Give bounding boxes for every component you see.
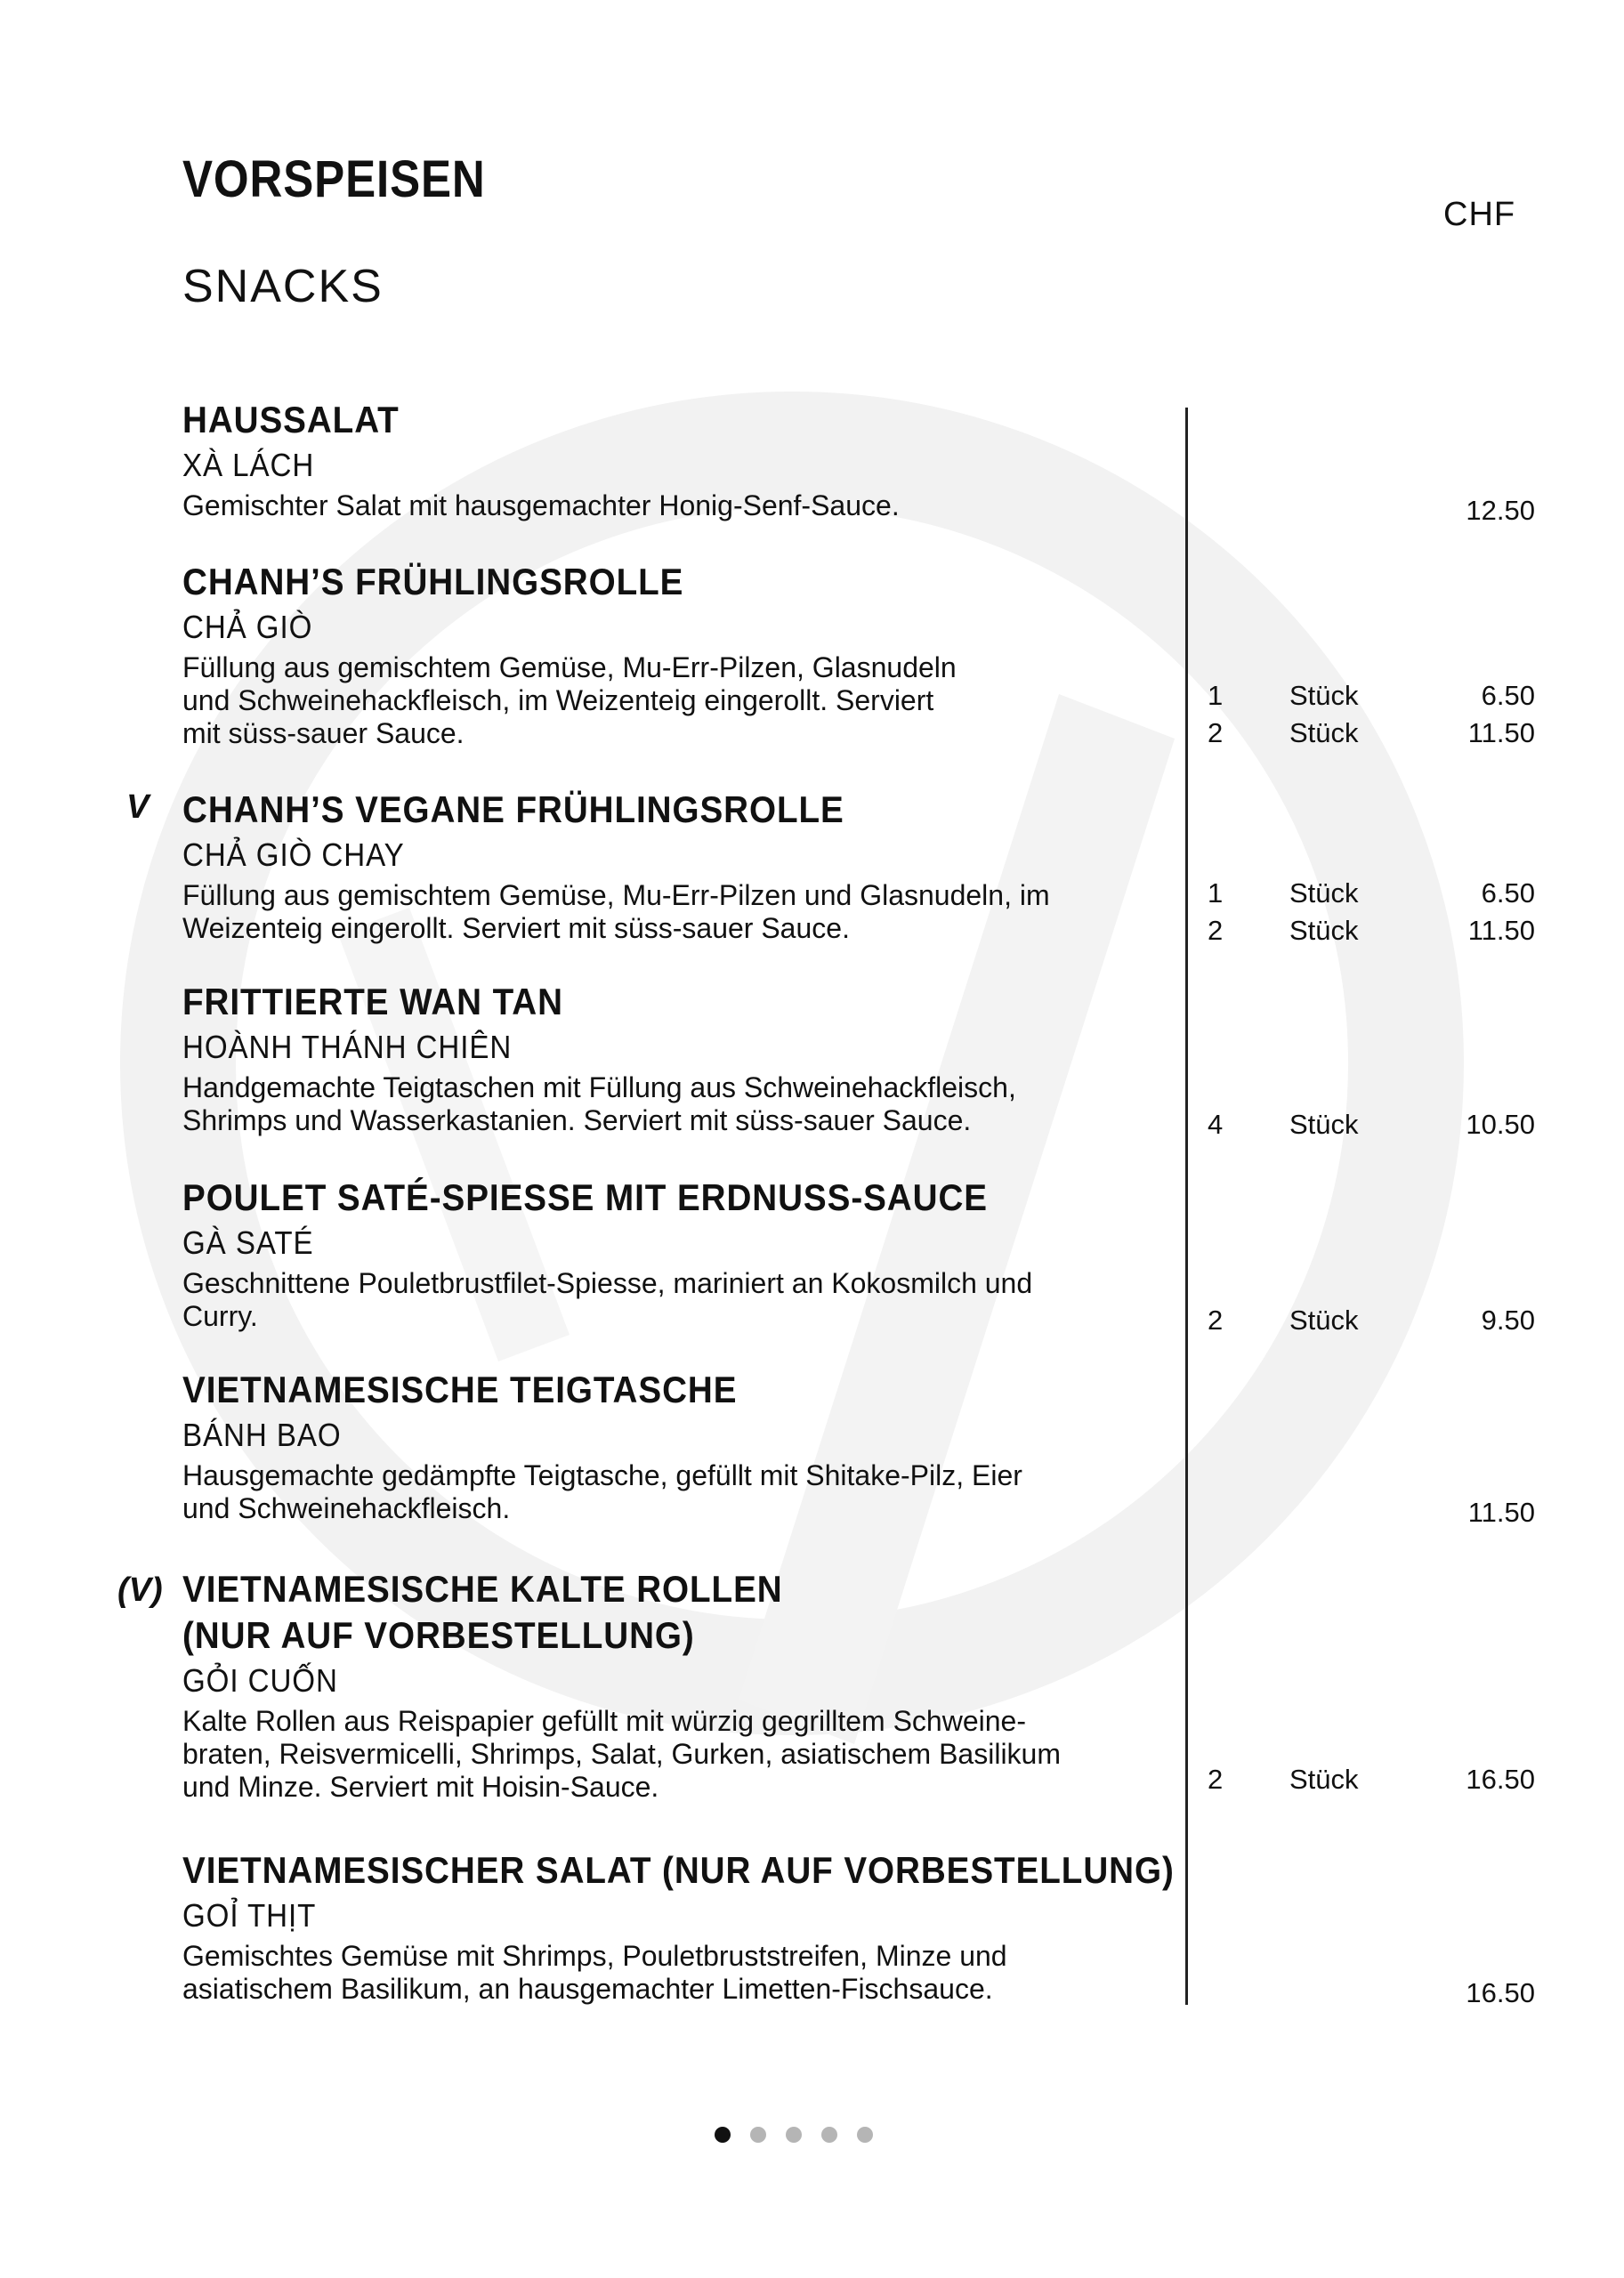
item-vietnamese-name: CHẢ GIÒ CHAY xyxy=(182,836,405,873)
page-title: VORSPEISEN xyxy=(182,150,486,208)
item-price: 16.50 xyxy=(1466,1764,1535,1795)
item-quantity: 2 xyxy=(1208,915,1224,946)
item-description: Gemischter Salat mit hausgemachter Honig-Senf-Sauce. xyxy=(182,489,900,521)
menu-item-teigtasche xyxy=(182,1367,1535,1528)
item-description: Gemischtes Gemüse mit Shrimps, Pouletbruststreifen, Minze und asiatischem Basilikum, an hausgemachter Limetten-Fischsauce. xyxy=(182,1940,1007,2005)
item-price: 11.50 xyxy=(1467,717,1535,748)
section-subtitle: SNACKS xyxy=(182,261,384,312)
item-unit: Stück xyxy=(1289,877,1359,909)
item-quantity: 1 xyxy=(1208,680,1224,711)
item-name: VIETNAMESISCHE KALTE ROLLEN (NUR AUF VORBESTELLUNG) xyxy=(182,1568,783,1656)
item-description: Kalte Rollen aus Reispapier gefüllt mit würzig gegrilltem Schweine- braten, Reisvermicelli, Shrimps, Salat, Gurken, asiatischem Basilikum und Minze. Serviert mit Hoisin-Sauce. xyxy=(182,1705,1061,1803)
vegan-option-marker: (V) xyxy=(117,1571,163,1609)
item-vietnamese-name: XÀ LÁCH xyxy=(182,447,315,483)
item-price: 6.50 xyxy=(1481,877,1535,909)
item-price: 11.50 xyxy=(1467,1497,1535,1528)
item-name: CHANH’S FRÜHLINGSROLLE xyxy=(182,561,684,602)
menu-item-vietnamesischer-salat xyxy=(182,1847,1535,2006)
menu-item-fruehlingsrolle xyxy=(182,559,1535,750)
menu-item-haussalat xyxy=(182,397,1535,526)
item-description: Hausgemachte gedämpfte Teigtasche, gefüllt mit Shitake-Pilz, Eier und Schweinehackfleisch. xyxy=(182,1459,1022,1524)
page-dot-2[interactable] xyxy=(750,2127,766,2143)
vegan-marker: V xyxy=(126,788,149,826)
item-unit: Stück xyxy=(1289,680,1359,711)
item-price: 12.50 xyxy=(1466,495,1535,526)
menu-item-poulet-sate xyxy=(182,1175,1535,1336)
menu-item-kalte-rollen xyxy=(182,1566,1535,1804)
page-dot-3[interactable] xyxy=(786,2127,802,2143)
page-dot-4[interactable] xyxy=(821,2127,837,2143)
item-description: Füllung aus gemischtem Gemüse, Mu-Err-Pilzen und Glasnudeln, im Weizenteig eingerollt. Serviert mit süss-sauer Sauce. xyxy=(182,879,1050,944)
page-dot-1[interactable] xyxy=(715,2127,731,2143)
item-unit: Stück xyxy=(1289,915,1359,946)
item-vietnamese-name: GỎI CUỐN xyxy=(182,1662,338,1699)
item-unit: Stück xyxy=(1289,1109,1359,1140)
item-name: CHANH’S VEGANE FRÜHLINGSROLLE xyxy=(182,788,844,830)
menu-item-vegane-fruehlingsrolle xyxy=(182,787,1535,945)
item-quantity: 2 xyxy=(1208,1305,1224,1336)
item-unit: Stück xyxy=(1289,1764,1359,1795)
item-name: VIETNAMESISCHER SALAT (NUR AUF VORBESTELLUNG) xyxy=(182,1849,1175,1891)
item-vietnamese-name: BÁNH BAO xyxy=(182,1417,342,1453)
currency-label: CHF xyxy=(1443,196,1516,233)
item-price: 16.50 xyxy=(1466,1977,1535,2008)
item-vietnamese-name: GOỈ THỊT xyxy=(182,1897,317,1934)
item-price: 6.50 xyxy=(1481,680,1535,711)
item-vietnamese-name: CHẢ GIÒ xyxy=(182,609,313,645)
item-quantity: 2 xyxy=(1208,717,1224,748)
page-dot-5[interactable] xyxy=(857,2127,873,2143)
item-price: 10.50 xyxy=(1466,1109,1535,1140)
item-name: FRITTIERTE WAN TAN xyxy=(182,981,563,1022)
item-description: Füllung aus gemischtem Gemüse, Mu-Err-Pilzen, Glasnudeln und Schweinehackfleisch, im Weizenteig eingerollt. Serviert mit süss-sauer Sauce. xyxy=(182,651,957,749)
item-unit: Stück xyxy=(1289,1305,1359,1336)
item-quantity: 1 xyxy=(1208,877,1224,909)
item-vietnamese-name: HOÀNH THÁNH CHIÊN xyxy=(182,1029,513,1065)
item-description: Handgemachte Teigtaschen mit Füllung aus Schweinehackfleisch, Shrimps und Wasserkastanien. Serviert mit süss-sauer Sauce. xyxy=(182,1071,1016,1136)
item-quantity: 4 xyxy=(1208,1109,1224,1140)
item-unit: Stück xyxy=(1289,717,1359,748)
item-name: VIETNAMESISCHE TEIGTASCHE xyxy=(182,1369,738,1410)
item-price: 9.50 xyxy=(1481,1305,1535,1336)
menu-item-wan-tan xyxy=(182,979,1535,1140)
item-description: Geschnittene Pouletbrustfilet-Spiesse, mariniert an Kokosmilch und Curry. xyxy=(182,1267,1033,1332)
item-price: 11.50 xyxy=(1467,915,1535,946)
item-name: POULET SATÉ-SPIESSE MIT ERDNUSS-SAUCE xyxy=(182,1176,988,1218)
page-pagination xyxy=(715,2127,873,2143)
item-quantity: 2 xyxy=(1208,1764,1224,1795)
item-vietnamese-name: GÀ SATÉ xyxy=(182,1224,314,1261)
item-name: HAUSSALAT xyxy=(182,399,400,440)
